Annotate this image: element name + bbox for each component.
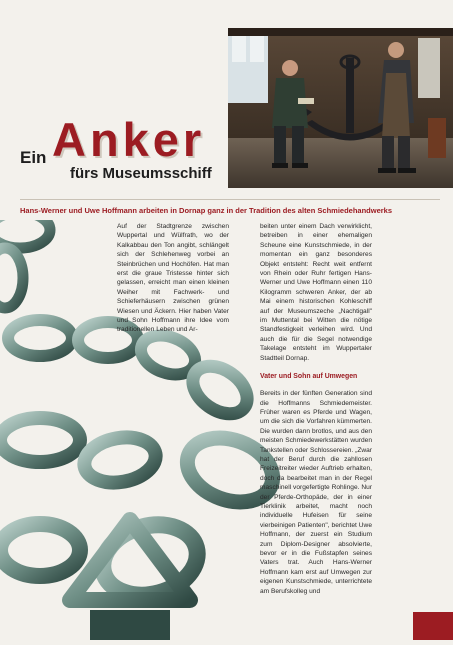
column-1-paragraph: Auf der Stadtgrenze zwischen Wuppertal und Wülfrath, wo der Kalkabbau den Ton angibt, schlängelt sich der Schlehenweg vorbei an Steinbrüchen und Hochöfen. Hat man erst die graue Tristesse hinter sich gelassen, erreicht man einen kleinen Weiher mit Fachwerk- und Schieferhäusern zwischen grünen Wiesen und Äckern. Hier haben Vater und Sohn Hoffmann ihre Idee vom traditionellen Leben und Ar- (117, 223, 229, 334)
headline-ein: Ein (20, 148, 47, 167)
headline-anker: Anker (52, 113, 206, 166)
smithy-photo (228, 28, 453, 188)
article-column-1 (117, 222, 229, 335)
article-column-2 (260, 222, 372, 596)
page-corner-bar (413, 612, 453, 640)
smithy-photo-image (228, 28, 453, 188)
section-subhead: Vater und Sohn auf Umwegen (260, 373, 358, 381)
column-2-paragraph-bottom: Bereits in der fünften Generation sind die Hoffmanns Schmiedemeister. Früher waren es Pferde und Wagen, um die sich die Vorfahren kümmerten. Die wurden dann brotlos, und aus den meisten Schmiedewerkstätten wurden Tankstellen oder Schlossereien. „Zwar hat der Beruf durch die zahllosen Freizeitreiter wieder Auftrieb erhalten, doch da bearbeitet man in der Regel maschinell vorgefertigte Rohlinge. Nur der Pferde-Orthopäde, der in einer Tierklinik arbeitet, macht noch individuelle Hufeisen für seine vierbeinigen Patienten", berichtet Uwe Hoffmann, der zuerst ein Studium zum Diplom-Designer absolvierte, bevor er in die Fußstapfen seines Vaters trat. Auch Hans-Werner Hoffmann kam erst auf Umwegen zur eigenen Kunstschmiede, unterrichtete am Berufskolleg und (260, 390, 372, 595)
headline-divider (20, 199, 440, 200)
lead-text: Hans-Werner und Uwe Hoffmann arbeiten in Dornap ganz in der Tradition des alten Schmiedehandwerks (20, 206, 393, 215)
headline-subtitle: fürs Museumsschiff (70, 165, 212, 182)
column-2-paragraph-top: beiten unter einem Dach verwirklicht, betreiben in einer ehemaligen Scheune eine Kunstschmiede, in der momentan ein ganz besonderes Objekt entsteht: Recht weit entfernt von Rhein oder Ruhr fertigen Hans-Werner und Uwe Hoffmann einen 110 Kilogramm schweren Anker, der ab Mai einem historischen Kohleschiff auf der Museumszeche „Nachtigall" im Muttental bei Witten die nötige Standfestigkeit verleihen wird. Und auch die für die Segel notwendige Takelage entsteht im Wuppertaler Stadtteil Dornap. (260, 223, 372, 362)
